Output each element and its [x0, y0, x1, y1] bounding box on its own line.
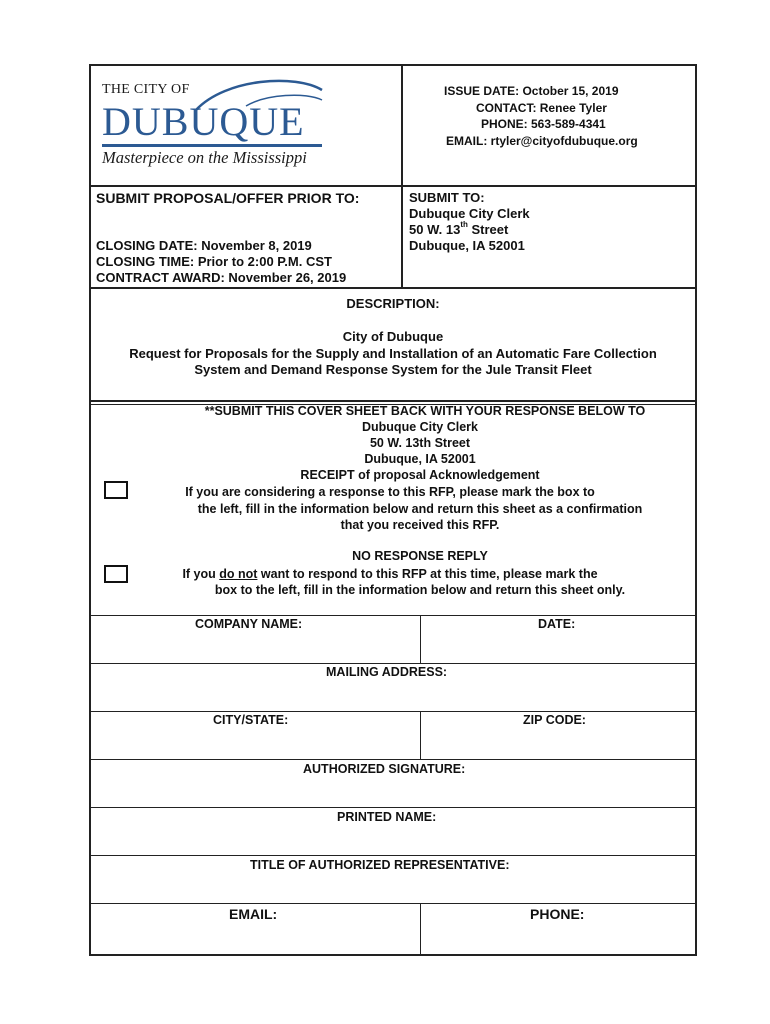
company-name-label: COMPANY NAME:	[195, 617, 303, 631]
city-state-label: CITY/STATE:	[213, 713, 289, 727]
issue-date: ISSUE DATE: October 15, 2019	[444, 84, 619, 98]
submit-to-line1: Dubuque City Clerk	[409, 206, 530, 221]
closing-date: CLOSING DATE: November 8, 2019	[96, 238, 312, 253]
mailing-address-label: MAILING ADDRESS:	[326, 665, 448, 679]
submit-prior-heading: SUBMIT PROPOSAL/OFFER PRIOR TO:	[96, 190, 360, 206]
description-heading: DESCRIPTION:	[346, 296, 440, 311]
email-label: EMAIL:	[229, 906, 278, 922]
no-response-heading: NO RESPONSE REPLY	[352, 549, 488, 563]
submit-to-line2: 50 W. 13th Street	[409, 220, 509, 237]
cover-line7: the left, fill in the information below and return this sheet as a confirmation	[197, 502, 643, 516]
divider-3	[90, 400, 696, 402]
description-line1: City of Dubuque	[342, 329, 444, 344]
logo-big-text: DUBUQUE	[102, 99, 305, 144]
closing-time: CLOSING TIME: Prior to 2:00 P.M. CST	[96, 254, 332, 269]
divider-1	[90, 185, 696, 187]
no-response-line1: If you do not want to respond to this RFP at this time, please mark the	[182, 567, 598, 581]
issue-email: EMAIL: rtyler@cityofdubuque.org	[446, 134, 638, 148]
issue-contact: CONTACT: Renee Tyler	[476, 101, 607, 115]
description-line3: System and Demand Response System for the Jule Transit Fleet	[194, 362, 592, 377]
description-line2: Request for Proposals for the Supply and Installation of an Automatic Fare Collection	[129, 346, 657, 361]
cover-line8: that you received this RFP.	[340, 518, 500, 532]
authorized-signature-label: AUTHORIZED SIGNATURE:	[303, 762, 466, 776]
cover-line5: RECEIPT of proposal Acknowledgement	[300, 468, 540, 482]
logo-underline	[102, 144, 322, 147]
no-response-checkbox[interactable]	[104, 565, 128, 583]
header-divider	[401, 65, 403, 287]
logo-small-text: THE CITY OF	[102, 82, 190, 97]
submit-to-heading: SUBMIT TO:	[409, 190, 485, 205]
contract-award: CONTRACT AWARD: November 26, 2019	[96, 270, 347, 285]
cover-line4: Dubuque, IA 52001	[364, 452, 476, 466]
printed-name-label: PRINTED NAME:	[337, 810, 437, 824]
submit-to-line3: Dubuque, IA 52001	[409, 238, 525, 253]
city-logo	[100, 74, 326, 174]
issue-phone: PHONE: 563-589-4341	[481, 117, 606, 131]
no-response-line2: box to the left, fill in the information below and return this sheet only.	[214, 583, 626, 597]
divider-2	[90, 287, 696, 289]
cover-line3: 50 W. 13th Street	[369, 436, 471, 450]
receipt-checkbox[interactable]	[104, 481, 128, 499]
cover-line6: If you are considering a response to this RFP, please mark the box to	[185, 485, 595, 499]
phone-label: PHONE:	[530, 906, 585, 922]
title-label: TITLE OF AUTHORIZED REPRESENTATIVE:	[250, 858, 510, 872]
logo-tagline: Masterpiece on the Mississippi	[102, 148, 307, 167]
date-label: DATE:	[538, 617, 576, 631]
cover-line2: Dubuque City Clerk	[362, 420, 478, 434]
zip-code-label: ZIP CODE:	[523, 713, 586, 727]
cover-line1: **SUBMIT THIS COVER SHEET BACK WITH YOUR RESPONSE BELOW TO	[204, 404, 646, 418]
